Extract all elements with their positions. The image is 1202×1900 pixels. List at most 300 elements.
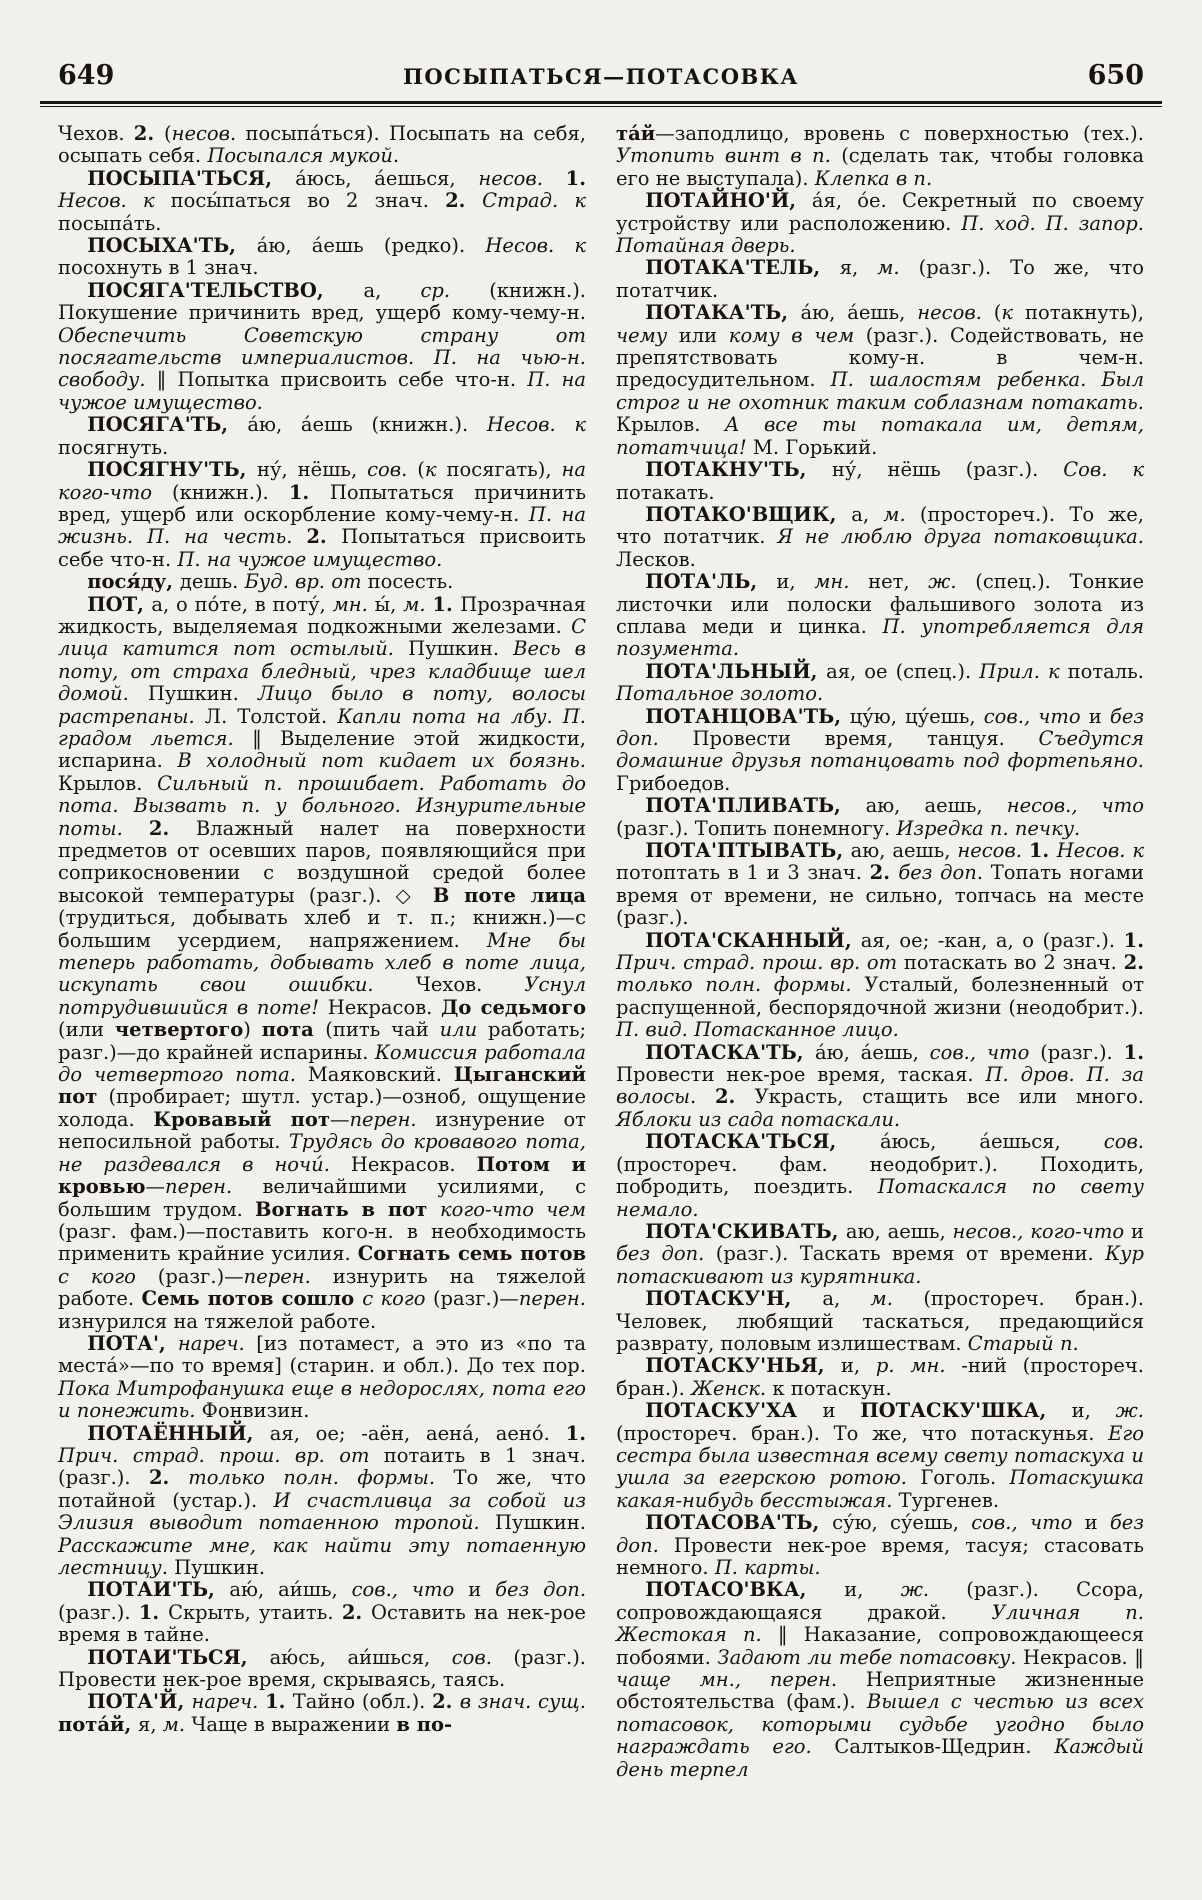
text-run: аю, аешь, [850, 839, 958, 862]
text-run: Некрасов. ‖ [1023, 1645, 1144, 1669]
text-run: аю́, аи́шь, [229, 1578, 352, 1602]
text-run: Л. Толстой. [204, 704, 338, 728]
text-run: ( [993, 301, 1002, 325]
text-run: То же, что потайной (устар.). [58, 1466, 586, 1512]
text-run: я, [839, 256, 878, 280]
bold-run: пота [261, 1018, 326, 1042]
dictionary-entry-paragraph [616, 1579, 1144, 1781]
italic-run: несов., кого-что [952, 1219, 1131, 1243]
text-run: Скрыть, утаить. [168, 1600, 342, 1624]
text-run: Пушкин. [408, 637, 514, 661]
dictionary-entry-paragraph [58, 168, 586, 235]
dictionary-entry-paragraph [58, 414, 586, 459]
italic-run: несов., что [1006, 794, 1144, 818]
italic-run: Несов. к [486, 413, 586, 437]
italic-run: Обеспечить Советскую страну от посягательств империалистов. П. на чью-н. свободу. [58, 323, 586, 392]
text-run: — [329, 1107, 350, 1131]
text-run: Чехов. [58, 122, 134, 145]
italic-run: мн. [332, 592, 375, 616]
text-columns [0, 107, 1202, 1803]
italic-run: м. [403, 592, 433, 616]
italic-run: м. [877, 256, 919, 280]
bold-run: 2. [1123, 951, 1144, 975]
text-run: [из потамест, а это из «по та места́»—по то время] (старин. и обл.). До тех пор. [58, 1331, 586, 1378]
italic-run: Потаскушка какая-нибудь бесстыжая. [616, 1466, 1145, 1512]
dictionary-entry-paragraph [58, 280, 586, 414]
text-run: ‖ Выделение этой жидкости, испарина. [58, 726, 586, 773]
text-run: Провести нек-рое время, таская. [616, 1063, 986, 1087]
left-column [58, 123, 586, 1803]
text-run: потаскать во 2 знач. [903, 951, 1124, 975]
text-run: Пушкин. [174, 1556, 266, 1579]
bold-run: Кровавый пот [153, 1107, 330, 1131]
italic-run: кому в чем [728, 323, 866, 347]
italic-run: мн. [814, 570, 869, 594]
entry-continuation-paragraph [58, 123, 586, 168]
italic-run: П. вид. Потасканное лицо. [616, 1018, 899, 1042]
bold-run: 1. [138, 1600, 169, 1624]
text-run: (разг.)— [157, 1264, 244, 1288]
text-run: Усталый, болезненный от распущенной, беспорядочной жизни (неодобрит.). [616, 973, 1144, 1019]
italic-run: Каждый день терпел [616, 1735, 1144, 1781]
dictionary-entry-paragraph [616, 930, 1144, 1042]
right-column [616, 123, 1144, 1803]
text-run: ‖ Попытка присвоить себе что-н. [156, 368, 528, 392]
text-run: аю, аешь, [865, 794, 1007, 818]
dictionary-entry-paragraph [616, 1042, 1144, 1132]
text-run: и [1131, 1219, 1144, 1243]
italic-run: сов., что [983, 704, 1089, 728]
italic-run: Лицо было в поту, волосы растрепаны. [58, 682, 587, 728]
dictionary-entry-paragraph [616, 706, 1144, 796]
bold-run: 1. [1123, 928, 1144, 952]
text-run: ну́, нёшь, [257, 458, 368, 482]
text-run: ая, ое; -аён, аена́, аено́. [269, 1421, 566, 1445]
italic-run: Его сестра была известная всему свету потаскуха и ушла за егерскою ротою. [616, 1421, 1144, 1490]
italic-run: Весь в поту, от страха бледный, чрез кладбище шел домой. [58, 637, 586, 706]
italic-run: перен. [349, 1107, 436, 1131]
text-run: аю́сь, аи́шься, [269, 1645, 452, 1669]
bold-run: ПОТАЙНО'Й, [645, 189, 812, 213]
dictionary-entry-paragraph [616, 1221, 1144, 1288]
bold-run: ПОТА'Й, [87, 1690, 192, 1714]
header-rule-thick-line [40, 101, 1162, 104]
bold-run: ПОТАИ'ТЬСЯ, [87, 1645, 270, 1669]
dictionary-entry-paragraph [58, 571, 586, 593]
italic-run: только полн. формы. [188, 1466, 454, 1490]
italic-run: сов. [1103, 1130, 1144, 1154]
text-run: и [1084, 1511, 1110, 1535]
text-run: а, [822, 1287, 871, 1311]
text-run: Гоголь. [920, 1466, 1010, 1490]
bold-run: 1. [1123, 1040, 1144, 1064]
text-run: посыпа́ть. [58, 211, 162, 235]
bold-run: 2. [133, 122, 164, 145]
text-run: (разг.). Таскать время от времени. [715, 1242, 1106, 1266]
text-run: и [1088, 704, 1110, 728]
text-run: (разг.)— [432, 1287, 519, 1311]
bold-run: ПОТАСОВА'ТЬ, [645, 1511, 833, 1535]
italic-run: на кого-что [58, 458, 586, 504]
bold-run: ПОТАКА'ТЕЛЬ, [645, 256, 840, 280]
text-run: аю, аешь, [845, 1219, 953, 1243]
italic-run: чаще мн., перен. [616, 1668, 866, 1692]
text-run: Оставить на нек-рое время в тайне. [58, 1600, 586, 1647]
bold-run: 1. [1028, 839, 1057, 862]
italic-run: м. [883, 502, 920, 526]
italic-run: Посыпался мукой. [207, 144, 400, 168]
text-run: (пробирает; шутл. устар.)—озноб, ощущение холода. [58, 1085, 586, 1131]
italic-run: м. [870, 1287, 924, 1311]
italic-run: ж. [1115, 1399, 1144, 1423]
italic-run: Старый п. [967, 1331, 1079, 1355]
italic-run: Комиссия работала до четвертого пота. [58, 1040, 587, 1087]
italic-run: Страд. к [482, 189, 586, 213]
text-run: изнурить на тяжелой работе. [58, 1264, 586, 1311]
text-run: к потаскун. [772, 1376, 892, 1400]
text-run: а, [363, 278, 421, 302]
dictionary-entry-paragraph [616, 257, 1144, 302]
italic-run: Уличная п. Жестокая п. [616, 1600, 1144, 1647]
dictionary-entry-paragraph [616, 302, 1144, 459]
italic-run: Утопить винт в п. [616, 144, 842, 168]
dictionary-entry-paragraph [616, 571, 1144, 661]
bold-run: ПОТАКО'ВЩИК, [645, 502, 852, 526]
text-run: Некрасов. [350, 1152, 477, 1176]
italic-run: Задают ли тебе потасовку. [717, 1645, 1024, 1669]
dictionary-entry-paragraph [58, 1691, 586, 1736]
italic-run: Пока Митрофанушка еще в недорослях, пота его и понежить. [58, 1376, 586, 1423]
italic-run: без доп. [616, 704, 1144, 750]
bold-run: ПОТАСКУ'ХА [645, 1399, 823, 1423]
entry-continuation-paragraph [616, 123, 1144, 190]
text-run: работать; разг.)—до крайней испарины. [58, 1018, 587, 1064]
italic-run: Капли пота на лбу. П. градом льется. [58, 704, 586, 750]
bold-run: 2. [432, 1690, 460, 1714]
dictionary-entry-paragraph [58, 1579, 586, 1646]
bold-run: ПОТАКА'ТЬ, [645, 301, 801, 325]
italic-run: П. ход. П. запор. Потайная дверь. [616, 211, 1144, 258]
bold-run: та́й [616, 122, 656, 145]
bold-run: До седьмого [441, 995, 586, 1019]
text-run: Некрасов. [327, 995, 441, 1019]
text-run: Неприятные жизненные обстоятельства (фам.). [616, 1668, 1145, 1714]
italic-run: П. на чужое имущество. [58, 368, 586, 414]
italic-run: П. шалостям ребенка. Был строг и не охотник таким соблазнам потакать. [616, 368, 1144, 414]
italic-run: р. мн. [875, 1354, 962, 1378]
italic-run: Прич. страд. прош. вр. от [616, 951, 904, 975]
bold-run: ПОТА'СКИВАТЬ, [645, 1219, 846, 1243]
text-run: а́ю, а́ешь, [815, 1040, 930, 1064]
text-run: потоптать в 1 и 3 знач. [616, 861, 870, 885]
bold-run: ПОТАСКУ'ШКА, [860, 1399, 1072, 1423]
bold-run: Согнать семь потов [357, 1242, 586, 1266]
text-run: (книжн.). Покушение причинить вред, ущерб кому-чему-н. [58, 278, 586, 325]
text-run: (спец.). Тонкие листочки или полоски фальшивого золота из сплава меди и цинка. [616, 570, 1144, 638]
text-run: дешь. [179, 570, 245, 594]
text-run: посесть. [367, 570, 454, 594]
bold-run: ПОТАКНУ'ТЬ, [645, 458, 832, 482]
italic-run: несов. [917, 301, 994, 325]
running-head: ПОСЫПАТЬСЯ—ПОТАСОВКА [402, 64, 799, 89]
text-run: Провести нек-рое время, тасуя; стасовать немного. [616, 1533, 1144, 1579]
text-run: (книжн.). [172, 480, 289, 504]
text-run: (разг.). [58, 1600, 139, 1624]
text-run: посы́паться во 2 знач. [170, 189, 446, 213]
text-run: Салтыков-Щедрин. [834, 1735, 1055, 1759]
text-run: и, [776, 570, 815, 594]
text-run: Фонвизин. [201, 1399, 310, 1423]
italic-run: несов. [171, 122, 246, 145]
text-run: Пушкин. [495, 1511, 586, 1535]
text-run: посягнуть. [58, 435, 169, 459]
italic-run: Потальное золото. [616, 682, 824, 706]
text-run: (пить чай [325, 1018, 440, 1042]
bold-run: 2. [714, 1085, 755, 1109]
text-run: а́ю, а́ешь, [800, 301, 918, 325]
text-run: (разг.). Содействовать, не препятствовать кому-н. в чем-н. предосудительном. [616, 323, 1144, 392]
text-run: (или [58, 1018, 115, 1042]
text-run: Попытаться причинить вред, ущерб или оскорбление кому-чему-н. [58, 480, 586, 526]
text-run: поталь. [1067, 659, 1144, 683]
right-page-number: 650 [1087, 60, 1144, 91]
bold-run: в по- [396, 1712, 453, 1736]
text-run: посыпа́ться). Посыпать на себя, осыпать себя. [58, 122, 586, 168]
bold-run: ПОСЫХА'ТЬ, [87, 234, 257, 258]
italic-run: Сильный п. прошибает. Работать до пота. Вызвать п. у больного. Изнурительные поты. [58, 771, 586, 840]
italic-run: Несов. к [58, 189, 171, 213]
text-run: ) [243, 1018, 262, 1042]
italic-run: сов., что [929, 1040, 1041, 1064]
dictionary-entry-paragraph [616, 1400, 1144, 1512]
page-header [0, 0, 1202, 89]
text-run: (разг.). То же, что потатчик. [616, 256, 1144, 302]
text-run: цу́ю, цу́ешь, [849, 704, 984, 728]
text-run: а, [851, 502, 884, 526]
italic-run: несов. [478, 166, 566, 190]
italic-run: к [424, 458, 447, 482]
text-run: Украсть, стащить все или много. [754, 1085, 1144, 1109]
italic-run: И счастливца за собой из Элизия выводит потаенною тропой. [58, 1488, 586, 1535]
text-run: а́ю, а́ешь (редко). [256, 234, 486, 258]
dictionary-entry-paragraph [58, 594, 586, 1333]
italic-run: нареч. [177, 1331, 257, 1355]
italic-run: Уснул потрудившийся в поте! [58, 973, 586, 1019]
italic-run: А все ты потакала им, детям, потатчица! [616, 413, 1144, 459]
text-run: а́юсь, а́ешься, [295, 166, 479, 190]
text-run: (простореч. бран.). То же, что потаскунья. [616, 1421, 1109, 1445]
text-run: (разг.). Ссора, сопровождающаяся дракой. [616, 1578, 1144, 1624]
bold-run: 2. [341, 1600, 372, 1624]
text-run: Тургенев. [898, 1488, 1000, 1512]
text-run: (сделать так, чтобы головка его не выступала). [616, 144, 1144, 190]
text-run: а́юсь, а́ешься, [879, 1130, 1104, 1154]
bold-run: Семь потов сошло [141, 1287, 363, 1311]
italic-run: без доп. [616, 1242, 716, 1266]
text-run: и [468, 1578, 496, 1602]
text-run: (разг. фам.)—поставить кого-н. в необходимость применить крайние усилия. [58, 1219, 586, 1266]
text-run: —заподлицо, вровень с поверхностью (тех.). [655, 122, 1144, 145]
dictionary-entry-paragraph [616, 1288, 1144, 1355]
italic-run: Прил. к [979, 659, 1068, 683]
text-run: а́ю, а́ешь (книжн.). [247, 413, 487, 437]
text-run: ая, ое (спец.). [826, 659, 980, 683]
dictionary-entry-paragraph [58, 1333, 586, 1423]
text-run: (разг.). [1040, 1040, 1124, 1064]
bold-run: ПОТА'ПЛИВАТЬ, [645, 794, 866, 818]
bold-run: ПОТ, [87, 592, 152, 616]
italic-run: или [439, 1018, 489, 1042]
text-run: ( [417, 458, 425, 482]
text-run: посохнуть в 1 знач. [58, 256, 259, 280]
italic-run: сов., что [351, 1578, 469, 1602]
dictionary-entry-paragraph [616, 1131, 1144, 1221]
text-run: и [822, 1399, 861, 1423]
text-run: потаить в 1 знач. (разг.). [58, 1443, 586, 1490]
italic-run: Я не люблю друга потаковщика. [777, 525, 1145, 549]
italic-run: м. [162, 1712, 192, 1736]
bold-run: ПОТА'ПТЫВАТЬ, [645, 839, 851, 862]
italic-run: П. на чужое имущество. [177, 547, 443, 571]
text-run: ‖ Наказание, сопровождающееся побоями. [616, 1623, 1144, 1669]
text-run: (разг.). Топить понемногу. [616, 816, 897, 840]
italic-run: Несов. к [485, 234, 587, 258]
italic-run: кого-что чем [440, 1197, 586, 1221]
italic-run: ж. [900, 1578, 967, 1602]
italic-run: Вышел с честью из всех потасовок, которыми судьбе угодно было награждать его. [616, 1690, 1144, 1759]
italic-run: с кого [58, 1264, 158, 1288]
text-run: Тайно (обл.). [292, 1690, 433, 1714]
text-run: изнурился на тяжелой работе. [58, 1309, 377, 1333]
text-run: Чехов. [415, 973, 525, 997]
text-run: (простореч. фам. неодобрит.). Походить, побродить, поездить. [616, 1152, 1144, 1199]
bold-run: 1. [565, 166, 586, 190]
italic-run: Трудясь до кровавого пота, не раздевался в ночи́. [58, 1130, 586, 1176]
text-run: Лесков. [616, 547, 696, 571]
italic-run: Женск. [691, 1376, 773, 1400]
italic-run: П. дров. П. за волосы. [616, 1063, 1145, 1109]
dictionary-entry-paragraph [616, 1355, 1144, 1400]
bold-run: ПОСЯГА'ТЕЛЬСТВО, [87, 278, 364, 302]
italic-run: П. карты. [714, 1556, 821, 1579]
bold-run: 2. [869, 861, 899, 885]
italic-run: С лица катится пот остылый. [58, 614, 586, 661]
italic-run: без доп. [495, 1578, 587, 1602]
bold-run: ПОСЫПА'ТЬСЯ, [87, 166, 296, 190]
bold-run: ПОСЯГА'ТЬ, [87, 413, 248, 437]
text-run: (простореч. бран.). Человек, любящий таскаться, предающийся разврату, половым излишествам. [616, 1287, 1144, 1355]
bold-run: ПОТА'СКАННЫЙ, [645, 928, 861, 952]
dictionary-entry-paragraph [58, 459, 586, 571]
italic-run: В холодный пот кидает их боязнь. [177, 749, 586, 773]
text-run: или [678, 323, 729, 347]
italic-run: Клепка в п. [814, 166, 933, 190]
italic-run: с кого [362, 1287, 433, 1311]
text-run: ( [163, 122, 172, 145]
bold-run: ПОТАСО'ВКА, [645, 1578, 845, 1602]
text-run: Крылов. [58, 771, 158, 795]
text-run: Грибоедов. [616, 771, 731, 795]
italic-run: сов., что [971, 1511, 1085, 1535]
bold-run: ПОТАЁННЫЙ, [87, 1421, 270, 1445]
italic-run: Изредка п. печку. [896, 816, 1081, 840]
bold-run: 1. [265, 1690, 293, 1714]
bold-run: 2. [148, 816, 196, 840]
italic-run: чему [616, 323, 679, 347]
italic-run: Мне бы теперь работать, добывать хлеб в поте лица, искупать свои ошибки. [58, 928, 587, 997]
text-run: нет, [868, 570, 929, 594]
bold-run: ПОТАСКА'ТЬСЯ, [645, 1130, 880, 1154]
italic-run: Потаскался по свету немало. [616, 1175, 1144, 1221]
bold-run: пося́ду, [87, 570, 180, 594]
bold-run: 2. [306, 525, 342, 549]
text-run: Крылов. [616, 413, 725, 437]
italic-run: к [1001, 301, 1025, 325]
text-run: и, [840, 1354, 876, 1378]
italic-run: Сов. к [1063, 458, 1144, 482]
bold-run: пота́й, [58, 1712, 139, 1736]
dictionary-entry-paragraph [616, 1512, 1144, 1579]
text-run: Чаще в выражении [191, 1712, 397, 1736]
text-run: Пушкин. [147, 682, 258, 706]
bold-run: ПОТА'ЛЬНЫЙ, [645, 659, 827, 683]
dictionary-entry-paragraph [616, 459, 1144, 504]
italic-run: в знач. сущ. [459, 1690, 586, 1714]
italic-run: Съедутся домашние друзья потанцовать под фортепьяно. [616, 726, 1144, 773]
bold-run: ПОТАСКА'ТЬ, [645, 1040, 816, 1064]
text-run: и, [1071, 1399, 1116, 1423]
text-run: су́ю, су́ешь, [832, 1511, 972, 1535]
text-run: ы́, [374, 592, 404, 616]
italic-run: Кур потаскивают из курятника. [616, 1242, 1144, 1288]
bold-run: 2. [445, 189, 483, 213]
bold-run: четвертого [114, 1018, 244, 1042]
text-run: (трудиться, добывать хлеб и т. п.; книжн.)—с большим усердием, напряжением. [58, 906, 586, 952]
bold-run: 1. [288, 480, 330, 504]
italic-run: перен. [165, 1175, 263, 1199]
italic-run: Расскажите мне, как найти эту потаенную лестницу. [58, 1533, 586, 1579]
bold-run: Потом и кровью [58, 1152, 586, 1199]
text-run: изнурение от непосильной работы. [58, 1107, 586, 1154]
text-run: и, [844, 1578, 901, 1602]
italic-run: сов. [367, 458, 418, 482]
italic-run: перен. [518, 1287, 586, 1311]
italic-run: без доп. [616, 1511, 1144, 1557]
dictionary-entry-paragraph [58, 1423, 586, 1580]
text-run: величайшими усилиями, с большим трудом. [58, 1175, 586, 1221]
bold-run: ПОСЯГНУ'ТЬ, [87, 458, 258, 482]
text-run: ая, ое; -кан, а, о (разг.). [860, 928, 1124, 952]
text-run: -ний (простореч. бран.). [616, 1354, 1144, 1400]
text-run: (простореч.). То же, что потатчик. [616, 502, 1144, 549]
dictionary-entry-paragraph [616, 795, 1144, 840]
text-run: Попытаться присвоить себе что-н. [58, 525, 586, 571]
left-page-number: 649 [58, 60, 115, 91]
bold-run: Цыганский пот [58, 1063, 586, 1109]
text-run: Влажный налет на поверхности предметов от осевших паров, появляющийся при соприкосновении с воздушной средой более высокой температуры (разг.). ◇ [58, 816, 586, 907]
italic-run: Яблоки из сада потаскали. [616, 1107, 901, 1131]
dictionary-entry-paragraph [58, 1647, 586, 1692]
text-run: посягать), [446, 458, 562, 482]
text-run: а, о по́те, в поту́, [151, 592, 333, 616]
dictionary-entry-paragraph [616, 504, 1144, 571]
dictionary-entry-paragraph [58, 235, 586, 280]
bold-run: ПОТА', [87, 1331, 178, 1355]
italic-run: Буд. вр. от [244, 570, 368, 594]
bold-run: ПОТАНЦОВА'ТЬ, [645, 704, 850, 728]
text-run: Прозрачная жидкость, выделяемая подкожными железами. [58, 592, 586, 638]
italic-run: перен. [243, 1264, 333, 1288]
